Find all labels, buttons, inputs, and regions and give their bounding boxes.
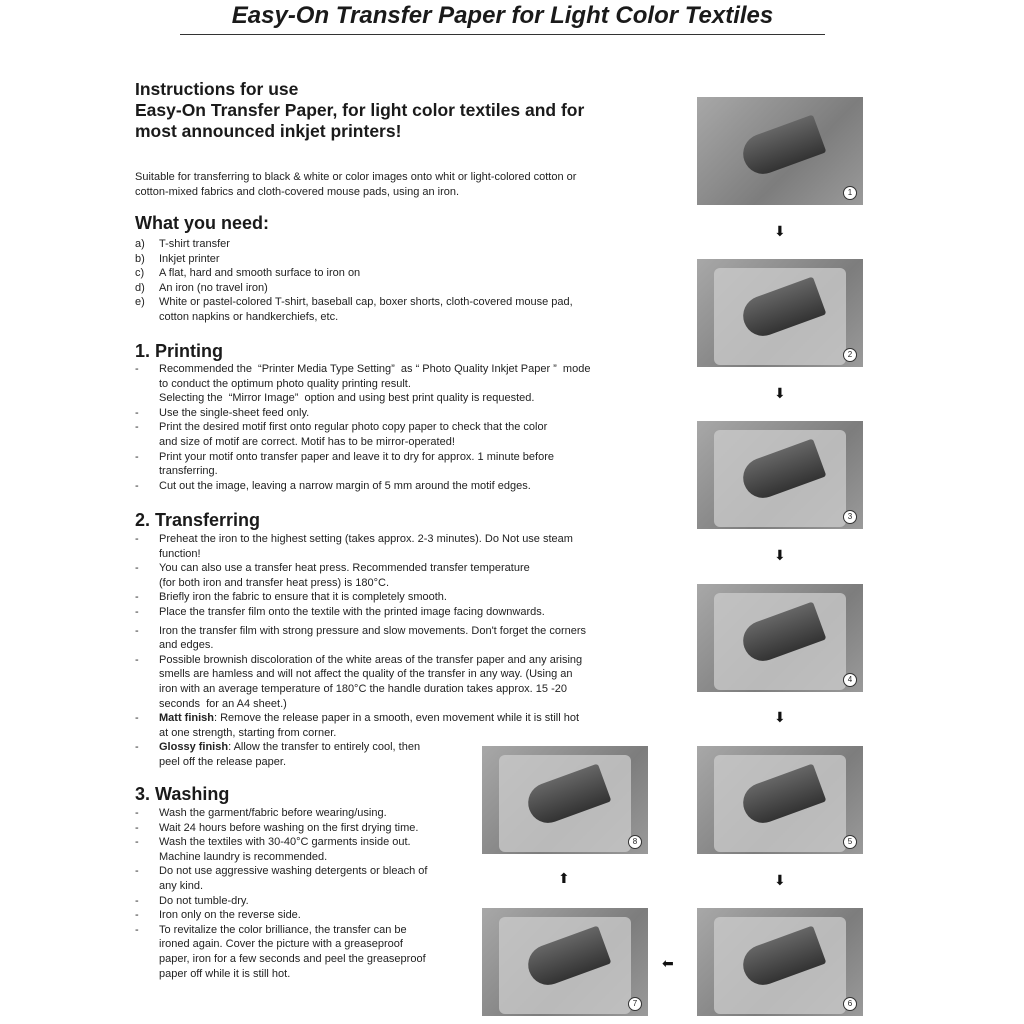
list-marker: - <box>135 741 139 754</box>
arrow-down-icon: ⬇ <box>774 385 786 401</box>
list-item <box>135 237 573 252</box>
list-text <box>159 561 530 590</box>
list-marker: - <box>135 909 139 922</box>
list-item <box>135 362 590 406</box>
list-marker: - <box>135 479 139 492</box>
list-item <box>135 590 586 605</box>
list-text-body: A flat, hard and smooth surface to iron on <box>159 267 361 280</box>
step-number: 4 <box>843 673 857 687</box>
arrow-down-icon: ⬇ <box>774 223 786 239</box>
list-item <box>135 266 573 281</box>
list-marker: - <box>135 533 139 545</box>
list-text <box>159 835 411 864</box>
step-photo <box>697 746 863 854</box>
arrow-up-icon: ⬆ <box>558 870 570 886</box>
printing-heading: 1. Printing <box>135 341 224 361</box>
step-number: 2 <box>843 348 857 362</box>
list-item <box>135 532 586 561</box>
list-marker: - <box>135 653 139 666</box>
step-photo <box>482 908 648 1016</box>
list-marker: - <box>135 807 139 819</box>
list-text-body: Recommended the “Printer Media Type Setting” as “ Photo Quality Inkjet Paper ” mode to conduct the optimum photo quality printing result. Selecting the “Mirror Image” option and using best print quality is requested. <box>159 363 591 405</box>
list-text <box>159 740 420 769</box>
list-marker: - <box>135 624 139 637</box>
list-text-body: Print the desired motif first onto regular photo copy paper to check that the color and size of motif are correct. Motif has to be mirror-operated! <box>159 421 548 448</box>
step-photo <box>697 908 863 1016</box>
step-number: 1 <box>843 186 857 200</box>
page-title: Easy-On Transfer Paper for Light Color Textiles <box>180 2 825 35</box>
list-text-body: Print your motif onto transfer paper and leave it to dry for approx. 1 minute before transferring. <box>159 450 554 478</box>
list-text-body: Possible brownish discoloration of the white areas of the transfer paper and any arising smells are hamless and will not affect the quality of the transfer in any way. (Using an iron with an average temperature of 180°C the handle duration takes approx. 15 -20 seconds for an A4 sheet.) <box>159 653 583 710</box>
step-photo <box>697 421 863 529</box>
list-text <box>159 864 427 893</box>
list-marker: - <box>135 591 139 604</box>
list-marker: - <box>135 450 139 463</box>
list-text <box>159 908 301 923</box>
intro-line: Easy-On Transfer Paper, for light color textiles and for <box>135 100 585 120</box>
list-text-body: Iron the transfer film with strong pressure and slow movements. Don't forget the corners and edges. <box>159 624 587 652</box>
step-number: 8 <box>628 835 642 849</box>
list-text-body: T-shirt transfer <box>159 238 230 250</box>
list-item <box>135 252 573 267</box>
suitable-paragraph <box>135 170 576 199</box>
paragraph-line: cotton-mixed fabrics and cloth-covered mouse pads, using an iron. <box>135 185 460 198</box>
list-item <box>135 821 427 836</box>
list-marker: a) <box>135 238 145 250</box>
paragraph-line: Suitable for transferring to black & white or color images onto whit or light-colored cotton or <box>135 171 577 183</box>
washing-heading: 3. Washing <box>135 784 230 804</box>
finish-label: Glossy finish <box>159 741 229 754</box>
step-photo <box>697 259 863 367</box>
list-marker: c) <box>135 267 145 280</box>
list-text <box>159 362 590 406</box>
list-item <box>135 653 586 711</box>
list-item <box>135 835 427 864</box>
list-item <box>135 561 586 590</box>
list-marker: - <box>135 406 139 419</box>
list-text-body: Preheat the iron to the highest setting (takes approx. 2-3 minutes). Do Not use steam function! <box>159 533 573 560</box>
list-text <box>159 295 573 324</box>
list-text-body: : Allow the transfer to entirely cool, then peel off the release paper. <box>159 741 421 768</box>
list-marker: - <box>135 821 139 834</box>
list-item <box>135 923 427 981</box>
step-photo <box>482 746 648 854</box>
arrow-left-icon: ⬅ <box>662 955 674 971</box>
list-text <box>159 923 426 981</box>
arrow-down-icon: ⬇ <box>774 709 786 725</box>
list-marker: b) <box>135 252 145 265</box>
list-item <box>135 908 427 923</box>
list-text <box>159 653 582 711</box>
list-item <box>135 479 590 494</box>
finish-label: Matt finish <box>159 712 214 725</box>
arrow-down-icon: ⬇ <box>774 547 786 563</box>
list-text <box>159 590 447 605</box>
list-text <box>159 806 387 821</box>
list-text-body: Do not use aggressive washing detergents or bleach of any kind. <box>159 865 428 892</box>
list-marker: - <box>135 605 139 618</box>
list-text <box>159 237 230 252</box>
list-text-body: Cut out the image, leaving a narrow margin of 5 mm around the motif edges. <box>159 479 531 492</box>
step-number: 7 <box>628 997 642 1011</box>
list-text <box>159 711 579 740</box>
step-photo <box>697 97 863 205</box>
list-text-body: Wash the garment/fabric before wearing/using. <box>159 807 387 819</box>
list-item <box>135 624 586 653</box>
list-item <box>135 406 590 421</box>
list-text <box>159 532 573 561</box>
list-marker: - <box>135 421 139 434</box>
list-item <box>135 450 590 479</box>
list-text <box>159 406 309 421</box>
intro-line: Instructions for use <box>135 79 299 99</box>
list-item <box>135 711 586 740</box>
list-text-body: Wash the textiles with 30-40°C garments inside out. Machine laundry is recommended. <box>159 836 411 863</box>
list-text <box>159 420 547 449</box>
list-text <box>159 605 545 620</box>
list-item <box>135 864 427 893</box>
list-text-body: Do not tumble-dry. <box>159 894 249 907</box>
list-marker: - <box>135 836 139 849</box>
list-marker: - <box>135 363 139 375</box>
washing-list <box>135 806 427 981</box>
list-text-body: : Remove the release paper in a smooth, even movement while it is still hot at one strength, starting from corner. <box>159 712 580 739</box>
list-text <box>159 821 418 836</box>
list-text-body: Iron only on the reverse side. <box>159 909 301 922</box>
list-item <box>135 295 573 324</box>
transferring-heading: 2. Transferring <box>135 510 261 530</box>
need-list <box>135 237 573 325</box>
list-text-body: To revitalize the color brilliance, the transfer can be ironed again. Cover the picture with a greaseproof paper, iron for a few seconds and peel the greaseproof paper off while it is still hot. <box>159 923 426 980</box>
list-text <box>159 252 220 267</box>
list-text-body: White or pastel-colored T-shirt, baseball cap, boxer shorts, cloth-covered mouse pad, cotton napkins or handkerchiefs, etc. <box>159 296 573 323</box>
list-marker: - <box>135 562 139 575</box>
list-text <box>159 894 249 909</box>
list-marker: - <box>135 923 139 936</box>
list-marker: - <box>135 865 139 878</box>
iron-image <box>738 115 827 180</box>
step-number: 5 <box>843 835 857 849</box>
list-text-body: Briefly iron the fabric to ensure that it is completely smooth. <box>159 591 447 604</box>
list-text <box>159 479 531 494</box>
list-text-body: An iron (no travel iron) <box>159 281 268 294</box>
step-photo <box>697 584 863 692</box>
intro-line: most announced inkjet printers! <box>135 121 402 141</box>
printing-list <box>135 362 590 493</box>
step-number: 3 <box>843 510 857 524</box>
list-item <box>135 605 586 620</box>
list-item <box>135 894 427 909</box>
list-text-body: Inkjet printer <box>159 252 220 265</box>
transferring-list <box>135 532 586 770</box>
step-number: 6 <box>843 997 857 1011</box>
list-item <box>135 420 590 449</box>
list-text <box>159 450 554 479</box>
need-heading: What you need: <box>135 213 269 233</box>
list-item <box>135 806 427 821</box>
list-text-body: You can also use a transfer heat press. Recommended transfer temperature (for both iron and transfer heat press) is 180°C. <box>159 562 530 589</box>
list-marker: - <box>135 712 139 725</box>
list-marker: d) <box>135 281 145 294</box>
list-text <box>159 281 268 296</box>
list-text-body: Use the single-sheet feed only. <box>159 406 310 419</box>
list-item <box>135 281 573 296</box>
intro-heading <box>135 79 584 142</box>
list-text <box>159 266 360 281</box>
list-text-body: Wait 24 hours before washing on the first drying time. <box>159 821 419 834</box>
list-marker: - <box>135 894 139 907</box>
list-text-body: Place the transfer film onto the textile with the printed image facing downwards. <box>159 605 545 618</box>
list-text <box>159 624 586 653</box>
arrow-down-icon: ⬇ <box>774 872 786 888</box>
list-marker: e) <box>135 296 145 309</box>
